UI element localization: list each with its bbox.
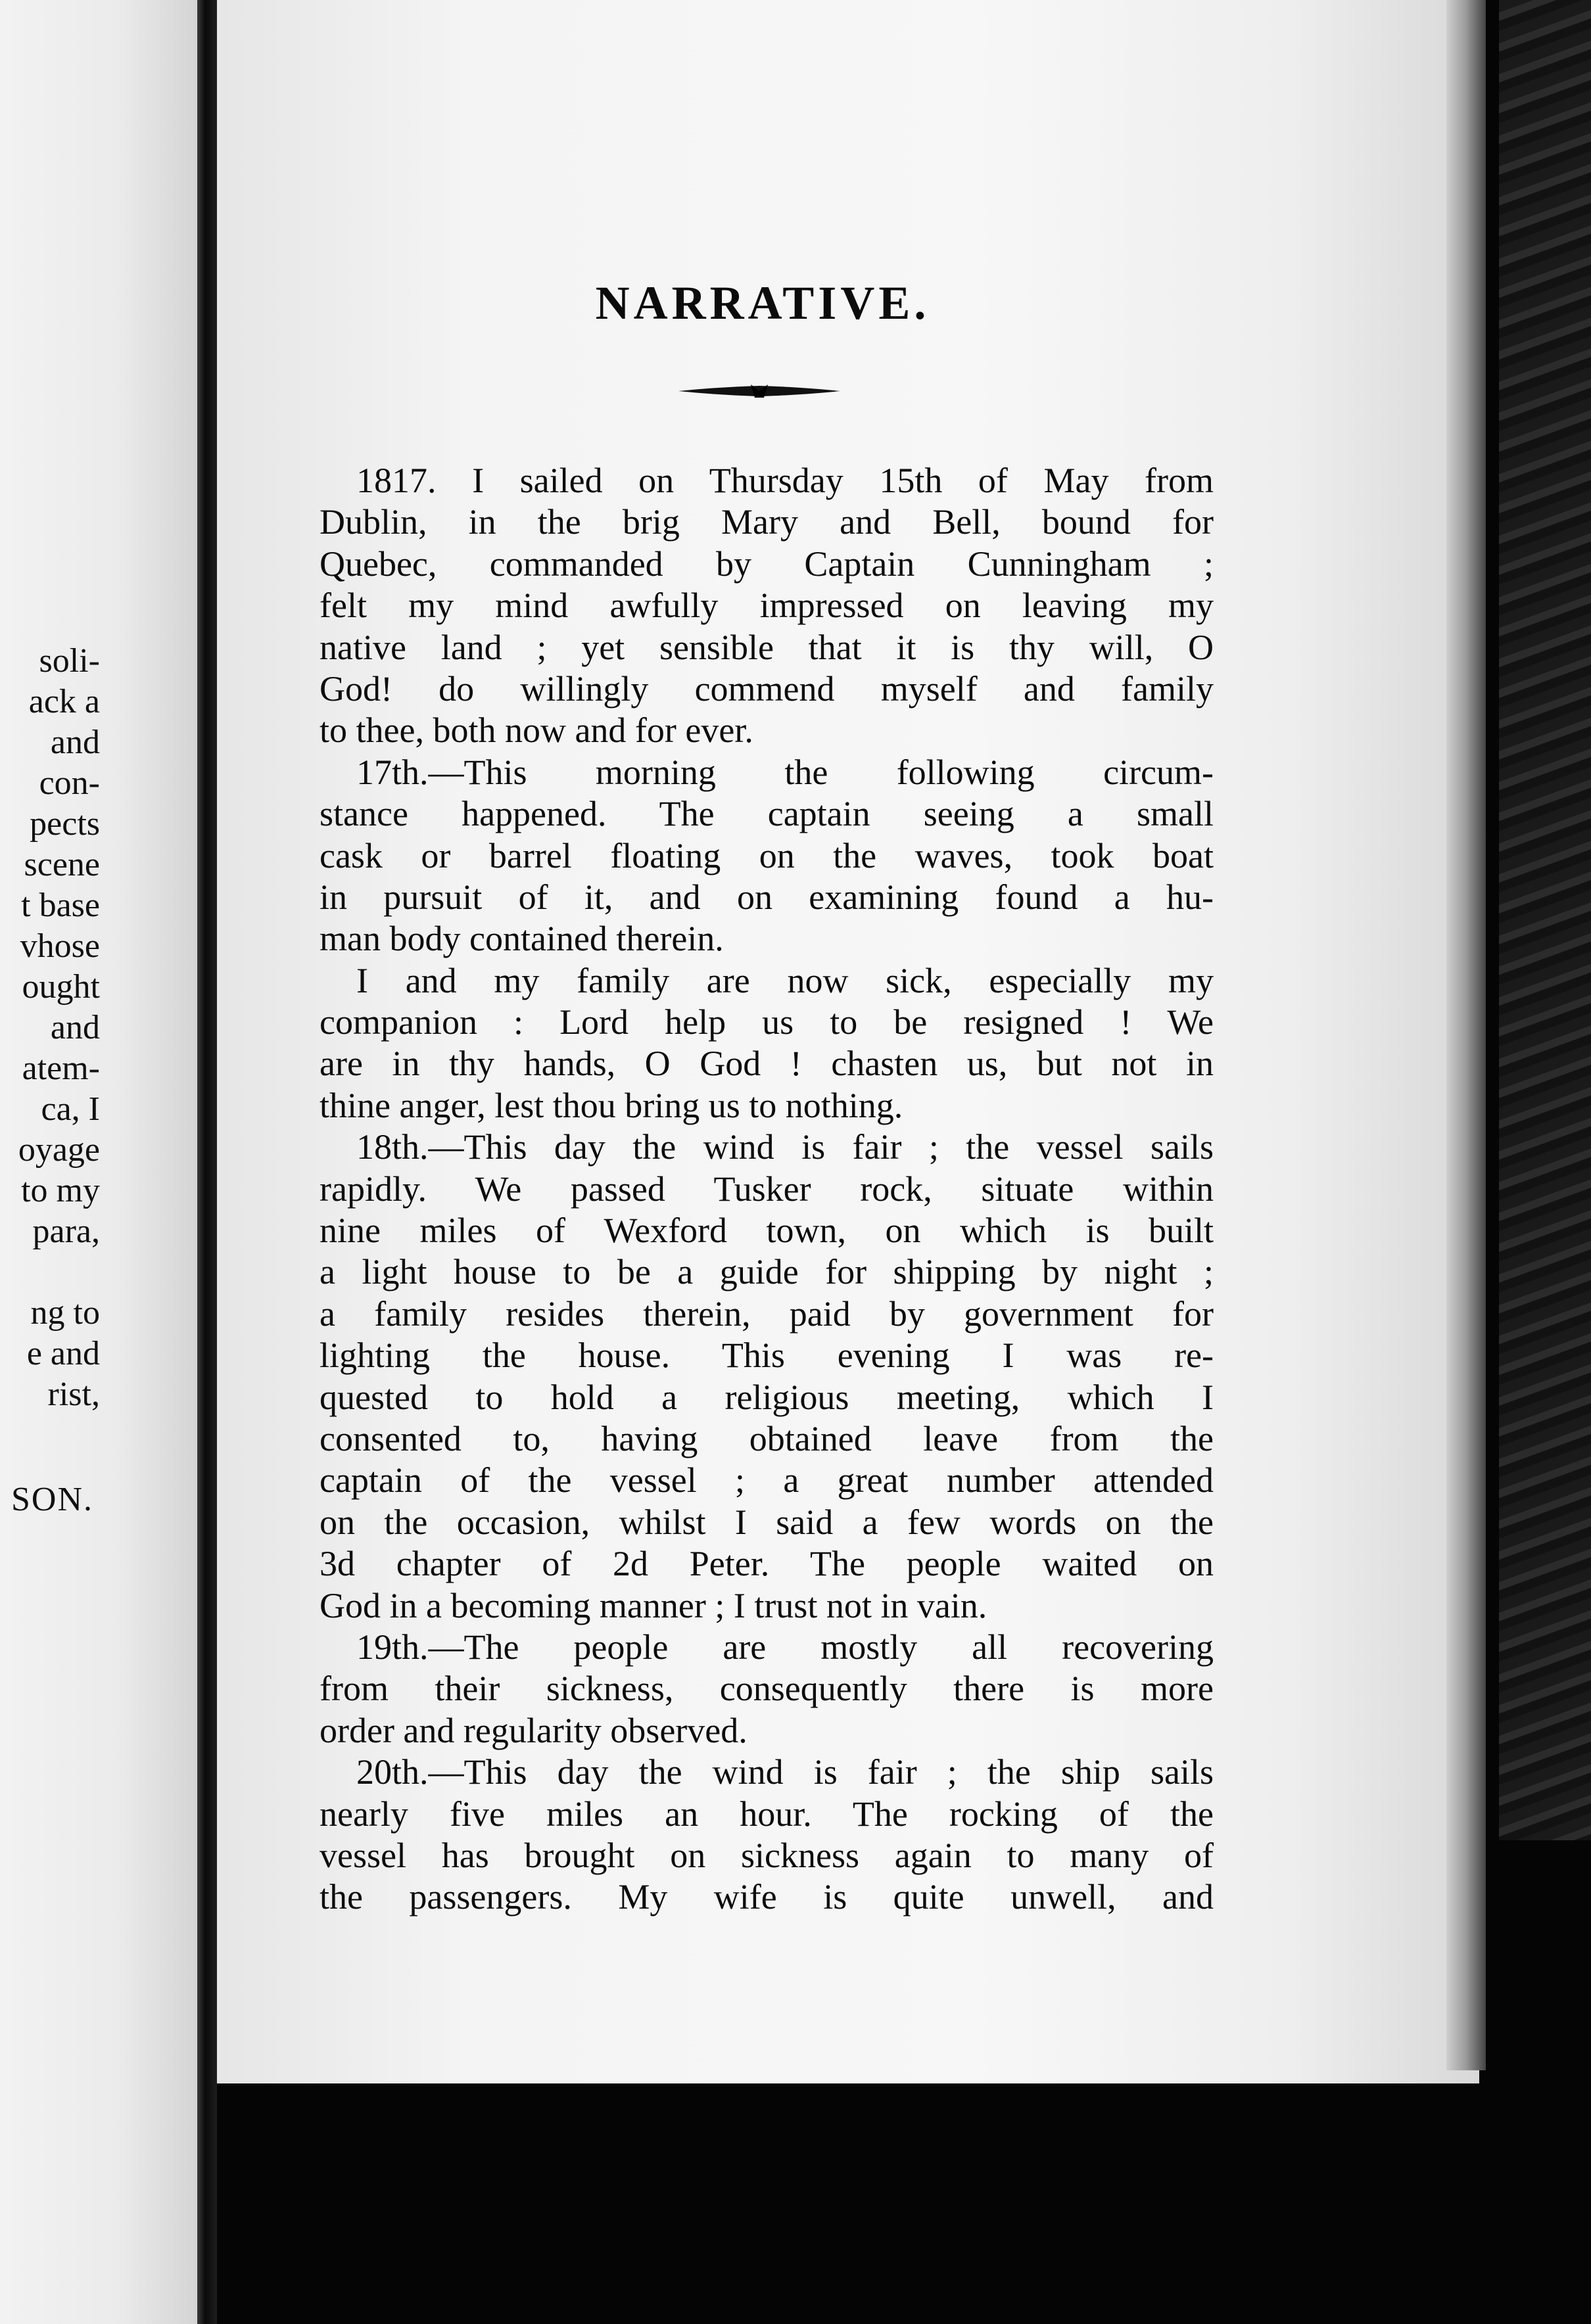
text-line: quested to hold a religious meeting, which I — [320, 1377, 1214, 1417]
text-line: Quebec, commanded by Captain Cunningham ; — [320, 544, 1214, 584]
text-line: to thee, both now and for ever. — [320, 710, 753, 751]
page-title: NARRATIVE. — [595, 277, 930, 329]
text-line: vessel has brought on sickness again to many of — [320, 1835, 1214, 1875]
left-page-line: soli- — [39, 642, 100, 680]
text-line: God in a becoming manner ; I trust not in vain. — [320, 1585, 987, 1625]
left-page-line: and — [50, 724, 100, 761]
left-page-line: vhose — [20, 927, 100, 965]
text-line: captain of the vessel ; a great number attended — [320, 1460, 1214, 1500]
text-line: the passengers. My wife is quite unwell, and — [320, 1877, 1214, 1917]
text-line: nearly five miles an hour. The rocking of the — [320, 1794, 1214, 1834]
text-line: stance happened. The captain seeing a small — [320, 794, 1214, 834]
text-line: are in thy hands, O God ! chasten us, but not in — [320, 1044, 1214, 1084]
left-page-line: and — [50, 1009, 100, 1046]
text-line: Dublin, in the brig Mary and Bell, bound for — [320, 502, 1214, 542]
text-line: companion : Lord help us to be resigned ! We — [320, 1002, 1214, 1042]
left-page-line: ng to — [30, 1294, 100, 1332]
left-page-line: atem- — [22, 1050, 100, 1087]
text-line: 17th.—This morning the following circum- — [356, 752, 1214, 792]
left-page-line: ack a — [28, 683, 100, 720]
text-line: lighting the house. This evening I was re- — [320, 1336, 1214, 1376]
left-page-line: ought — [22, 968, 100, 1006]
text-line: 20th.—This day the wind is fair ; the ship sails — [356, 1752, 1214, 1792]
text-line: nine miles of Wexford town, on which is built — [320, 1211, 1214, 1251]
text-line: 3d chapter of 2d Peter. The people waited on — [320, 1544, 1214, 1584]
left-page-text — [18, 641, 100, 1415]
text-line: cask or barrel floating on the waves, took boat — [320, 835, 1214, 875]
text-line: rapidly. We passed Tusker rock, situate within — [320, 1169, 1214, 1209]
left-page-line: pects — [30, 805, 100, 843]
left-page-signature: SON. — [11, 1481, 93, 1518]
text-line: thine anger, lest thou bring us to nothing. — [320, 1085, 903, 1125]
left-page-line: to my — [21, 1172, 100, 1209]
text-line: on the occasion, whilst I said a few words on the — [320, 1502, 1214, 1542]
text-line: consented to, having obtained leave from the — [320, 1418, 1214, 1458]
left-page-line: ca, I — [41, 1090, 100, 1128]
left-page-line: oyage — [18, 1131, 100, 1169]
left-page-line: para, — [32, 1213, 100, 1250]
left-page-line: rist, — [47, 1376, 100, 1413]
text-line: felt my mind awfully impressed on leaving my — [320, 586, 1214, 626]
left-page-line: scene — [24, 846, 100, 883]
text-line: man body contained therein. — [320, 919, 724, 959]
text-line: a light house to be a guide for shipping by night ; — [320, 1252, 1214, 1292]
text-line: native land ; yet sensible that it is thy will, O — [320, 627, 1214, 667]
left-facing-page — [0, 0, 197, 2324]
text-line: 18th.—This day the wind is fair ; the vessel sails — [356, 1127, 1214, 1167]
text-line: 19th.—The people are mostly all recovering — [356, 1627, 1214, 1667]
book-gutter — [197, 0, 217, 2324]
left-page-line — [18, 1252, 100, 1293]
narrative-body — [320, 460, 1214, 1918]
text-line: I and my family are now sick, especially my — [356, 960, 1214, 1000]
text-line: from their sickness, consequently there is more — [320, 1669, 1214, 1709]
text-line: in pursuit of it, and on examining found a hu- — [320, 877, 1214, 917]
left-page-line: t base — [21, 887, 100, 924]
text-line: 1817. I sailed on Thursday 15th of May from — [356, 461, 1214, 500]
text-line: God! do willingly commend myself and family — [320, 668, 1214, 709]
text-line: a family resides therein, paid by government for — [320, 1293, 1214, 1334]
left-page-line: con- — [39, 764, 100, 802]
title-flourish — [677, 383, 842, 399]
left-page-line: e and — [26, 1335, 100, 1372]
text-line: order and regularity observed. — [320, 1710, 748, 1750]
